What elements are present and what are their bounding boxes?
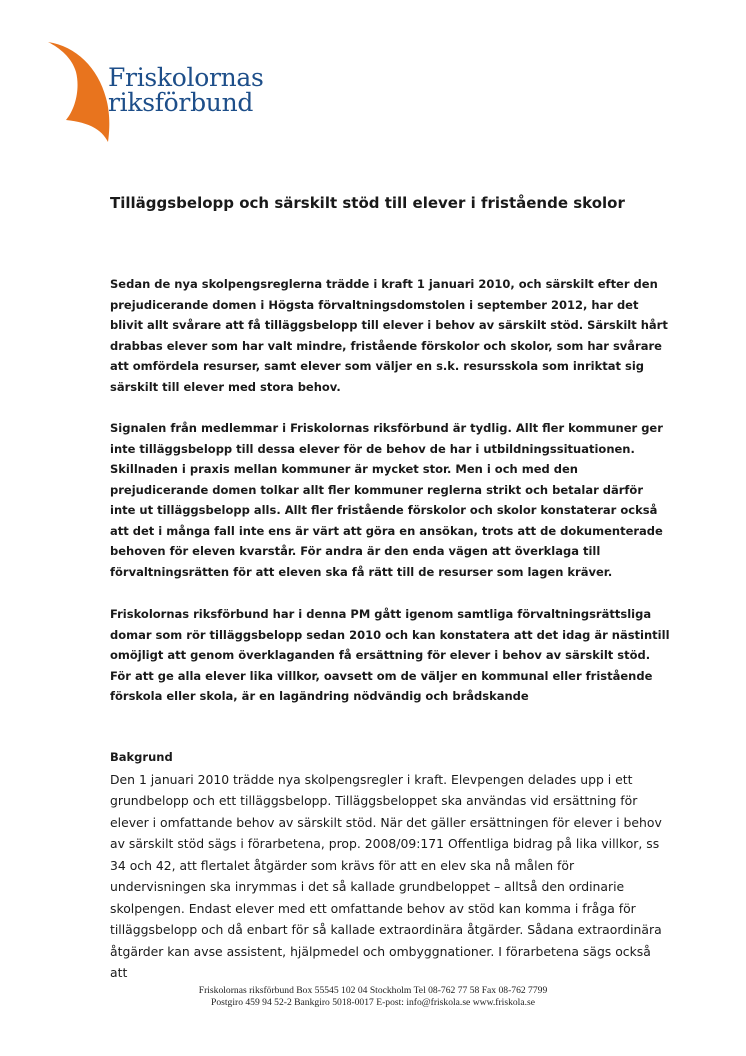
summary-paragraph-3: Friskolornas riksförbund har i denna PM gått igenom samtliga förvaltningsrättsliga domar som rör tilläggsbelopp sedan 2010 och kan konstatera att det idag är nästintill omöjligt att genom överklaganden få ersättning för elever i behov av särskilt stöd. För att ge alla elever lika villkor, oavsett om de väljer en kommunal eller fristående förskola eller skola, är en lagändring nödvändig och brådskande bbox=[110, 607, 670, 703]
logo-wordmark bbox=[108, 65, 264, 115]
summary-paragraph-1: Sedan de nya skolpengsreglerna trädde i kraft 1 januari 2010, och särskilt efter den prejudicerande domen i Högsta förvaltningsdomstolen i september 2012, har det blivit allt svårare att få tilläggsbelopp till elever i behov av särskilt stöd. Särskilt hårt drabbas elever som har valt mindre, fristående förskolor och skolor, som har svårare att omfördela resurser, samt elever som väljer en s.k. resursskola som inriktat sig särskilt till elever med stora behov. bbox=[110, 277, 668, 394]
summary-section-2 bbox=[110, 418, 670, 582]
logo-line-1: Friskolornas bbox=[108, 63, 264, 92]
sail-logo-icon bbox=[46, 38, 116, 148]
logo-line-2: riksförbund bbox=[108, 88, 254, 117]
footer-payment-line: Postgiro 459 94 52-2 Bankgiro 5018-0017 E-post: info@friskola.se www.friskola.se bbox=[211, 997, 535, 1008]
organization-logo bbox=[46, 38, 276, 148]
section-body-text: Den 1 januari 2010 trädde nya skolpengsregler i kraft. Elevpengen delades upp i ett grundbelopp och ett tilläggsbelopp. Tilläggsbeloppet ska användas vid ersättning för elever i omfattande behov av särskilt stöd. När det gäller ersättningen för elever i behov av särskilt stöd sägs i förarbetena, prop. 2008/09:171 Offentliga bidrag på lika villkor, ss 34 och 42, att flertalet åtgärder som krävs för att en elev ska nå målen för undervisningen ska inrymmas i det så kallade grundbeloppet – alltså den ordinarie skolpengen. Endast elever med ett omfattande behov av stöd kan komma i fråga för tilläggsbelopp och då enbart för så kallade extraordinära åtgärder. Sådana extraordinära åtgärder kan avse assistent, hjälpmedel och ombyggnationer. I förarbetena sägs också att bbox=[110, 771, 662, 980]
background-section bbox=[110, 747, 670, 984]
summary-section bbox=[110, 274, 670, 397]
document-title: Tilläggsbelopp och särskilt stöd till elever i fristående skolor bbox=[110, 194, 625, 212]
summary-paragraph-2: Signalen från medlemmar i Friskolornas riksförbund är tydlig. Allt fler kommuner ger inte tilläggsbelopp till dessa elever för de behov de har i utbildningssituationen. Skillnaden i praxis mellan kommuner är mycket stor. Men i och med den prejudicerande domen tolkar allt fler kommuner reglerna strikt och betalar därför inte ut tilläggsbelopp alls. Allt fler fristående förskolor och skolor konstaterar också att det i många fall inte ens är värt att göra en ansökan, trots att de dokumenterade behoven för eleven kvarstår. För andra är den enda vägen att överklaga till förvaltningsrätten för att eleven ska få rätt till de resurser som lagen kräver. bbox=[110, 421, 663, 579]
summary-section-3 bbox=[110, 604, 670, 707]
section-heading: Bakgrund bbox=[110, 750, 173, 764]
page-footer bbox=[0, 985, 746, 1009]
footer-contact-line: Friskolornas riksförbund Box 55545 102 04 Stockholm Tel 08-762 77 58 Fax 08-762 7799 bbox=[198, 985, 548, 996]
